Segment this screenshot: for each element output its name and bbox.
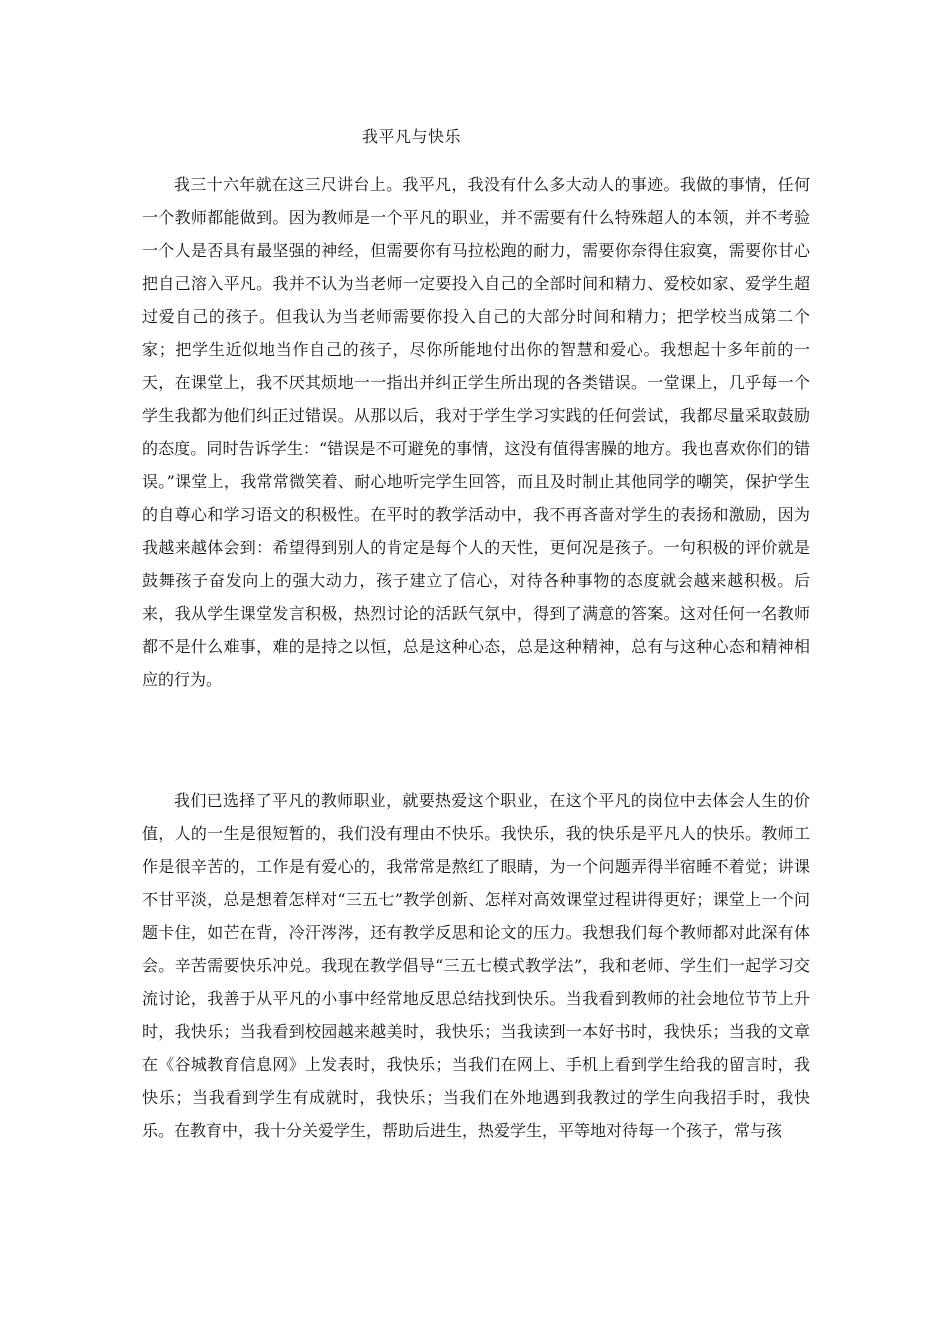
body-paragraph-1: 我三十六年就在这三尺讲台上。我平凡，我没有什么多大动人的事迹。我做的事情，任何一个教师都能做到。因为教师是一个平凡的职业，并不需要有什么特殊超人的本领，并不考验一个人是否具有最坚强的神经，但需要你有马拉松跑的耐力，需要你奈得住寂寞，需要你甘心把自己溶入平凡。我并不认为当老师一定要投入自己的全部时间和精力、爱校如家、爱学生超过爱自己的孩子。但我认为当老师需要你投入自己的大部分时间和精力；把学校当成第二个家；把学生近似地当作自己的孩子，尽你所能地付出你的智慧和爱心。我想起十多年前的一天，在课堂上，我不厌其烦地一一指出并纠正学生所出现的各类错误。一堂课上，几乎每一个学生我都为他们纠正过错误。从那以后，我对于学生学习实践的任何尝试，我都尽量采取鼓励的态度。同时告诉学生：“错误是不可避免的事情，这没有值得害臊的地方。我也喜欢你们的错误。”课堂上，我常常微笑着、耐心地听完学生回答，而且及时制止其他同学的嘲笑，保护学生的自尊心和学习语文的积极性。在平时的教学活动中，我不再吝啬对学生的表扬和激励，因为我越来越体会到：希望得到别人的肯定是每个人的天性，更何况是孩子。一句积极的评价就是鼓舞孩子奋发向上的强大动力，孩子建立了信心，对待各种事物的态度就会越来越积极。后来，我从学生课堂发言积极，热烈讨论的活跃气氛中，得到了满意的答案。这对任何一名教师都不是什么难事，难的是持之以恒，总是这种心态，总是这种精神，总有与这种心态和精神相应的行为。	[142, 175, 810, 689]
document-title: 我平凡与快乐	[362, 127, 462, 146]
body-paragraph-2: 我们已选择了平凡的教师职业，就要热爱这个职业，在这个平凡的岗位中去体会人生的价值，人的一生是很短暂的，我们没有理由不快乐。我快乐，我的快乐是平凡人的快乐。教师工作是很辛苦的，工作是有爱心的，我常常是熬红了眼睛，为一个问题弄得半宿睡不着觉；讲课不甘平淡，总是想着怎样对“三五七”教学创新、怎样对高效课堂过程讲得更好；课堂上一个问题卡住，如芒在背，冷汗涔涔，还有教学反思和论文的压力。我想我们每个教师都对此深有体会。辛苦需要快乐冲兑。我现在教学倡导“三五七模式教学法”，我和老师、学生们一起学习交流讨论，我善于从平凡的小事中经常地反思总结找到快乐。当我看到教师的社会地位节节上升时，我快乐；当我看到校园越来越美时，我快乐；当我读到一本好书时，我快乐；当我的文章在《谷城教育信息网》上发表时，我快乐；当我们在网上、手机上看到学生给我的留言时，我快乐；当我看到学生有成就时，我快乐；当我们在外地遇到我教过的学生向我招手时，我快乐。在教育中，我十分关爱学生，帮助后进生，热爱学生，平等地对待每一个孩子，常与孩	[142, 791, 810, 1140]
